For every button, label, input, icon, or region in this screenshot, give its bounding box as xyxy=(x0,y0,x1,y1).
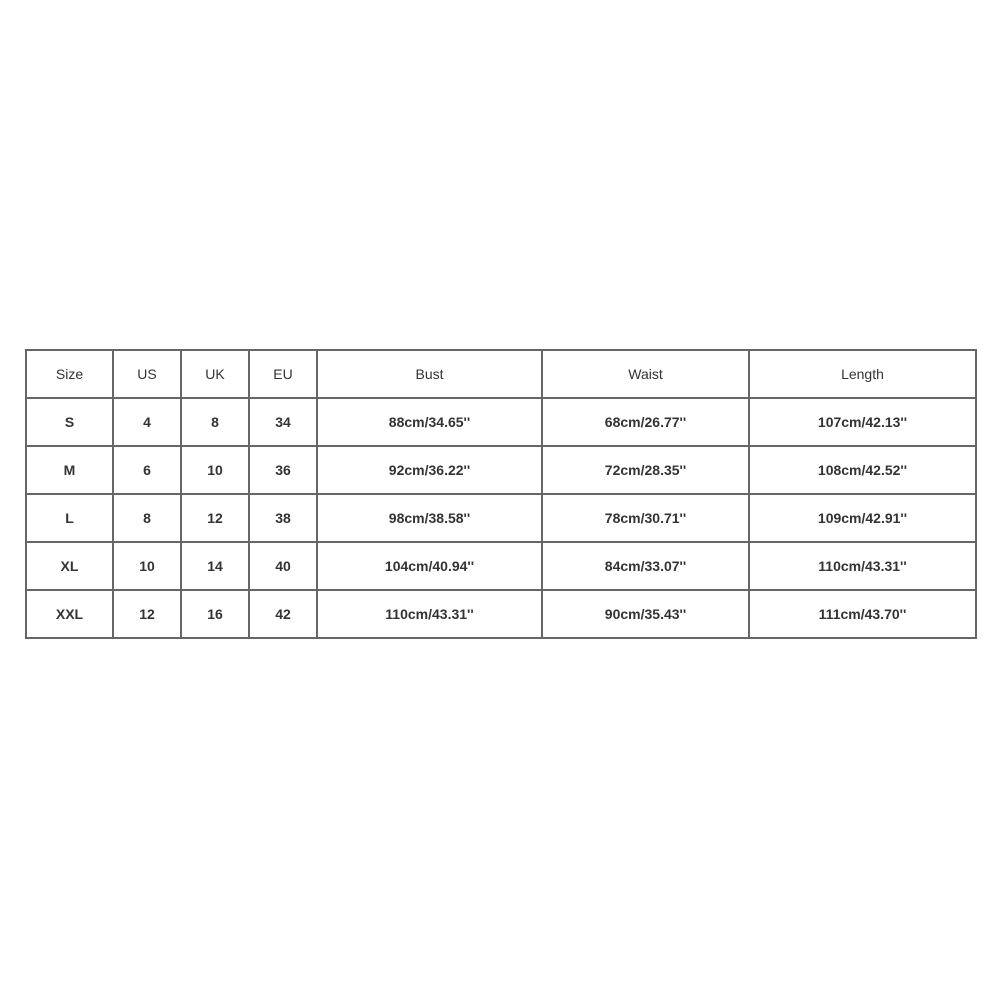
table-row xyxy=(26,494,976,542)
header-eu: EU xyxy=(249,350,317,398)
cell-length: 111cm/43.70'' xyxy=(749,590,976,638)
table-header-row xyxy=(26,350,976,398)
cell-size: L xyxy=(26,494,113,542)
cell-uk: 10 xyxy=(181,446,249,494)
cell-waist: 68cm/26.77'' xyxy=(542,398,749,446)
cell-bust: 104cm/40.94'' xyxy=(317,542,542,590)
table-row xyxy=(26,398,976,446)
cell-length: 108cm/42.52'' xyxy=(749,446,976,494)
cell-waist: 84cm/33.07'' xyxy=(542,542,749,590)
cell-eu: 42 xyxy=(249,590,317,638)
table-row xyxy=(26,446,976,494)
header-us: US xyxy=(113,350,181,398)
cell-size: S xyxy=(26,398,113,446)
cell-eu: 38 xyxy=(249,494,317,542)
cell-waist: 72cm/28.35'' xyxy=(542,446,749,494)
cell-uk: 16 xyxy=(181,590,249,638)
cell-size: XL xyxy=(26,542,113,590)
cell-bust: 88cm/34.65'' xyxy=(317,398,542,446)
header-length: Length xyxy=(749,350,976,398)
cell-eu: 40 xyxy=(249,542,317,590)
cell-length: 109cm/42.91'' xyxy=(749,494,976,542)
cell-bust: 110cm/43.31'' xyxy=(317,590,542,638)
cell-us: 4 xyxy=(113,398,181,446)
cell-us: 10 xyxy=(113,542,181,590)
table-row xyxy=(26,590,976,638)
cell-length: 110cm/43.31'' xyxy=(749,542,976,590)
header-waist: Waist xyxy=(542,350,749,398)
cell-size: M xyxy=(26,446,113,494)
header-size: Size xyxy=(26,350,113,398)
cell-bust: 92cm/36.22'' xyxy=(317,446,542,494)
cell-uk: 12 xyxy=(181,494,249,542)
cell-uk: 8 xyxy=(181,398,249,446)
cell-waist: 78cm/30.71'' xyxy=(542,494,749,542)
cell-uk: 14 xyxy=(181,542,249,590)
table-row xyxy=(26,542,976,590)
cell-eu: 36 xyxy=(249,446,317,494)
header-bust: Bust xyxy=(317,350,542,398)
header-uk: UK xyxy=(181,350,249,398)
cell-length: 107cm/42.13'' xyxy=(749,398,976,446)
cell-us: 12 xyxy=(113,590,181,638)
size-chart-table xyxy=(25,349,977,639)
cell-bust: 98cm/38.58'' xyxy=(317,494,542,542)
cell-waist: 90cm/35.43'' xyxy=(542,590,749,638)
cell-us: 8 xyxy=(113,494,181,542)
cell-eu: 34 xyxy=(249,398,317,446)
cell-size: XXL xyxy=(26,590,113,638)
cell-us: 6 xyxy=(113,446,181,494)
